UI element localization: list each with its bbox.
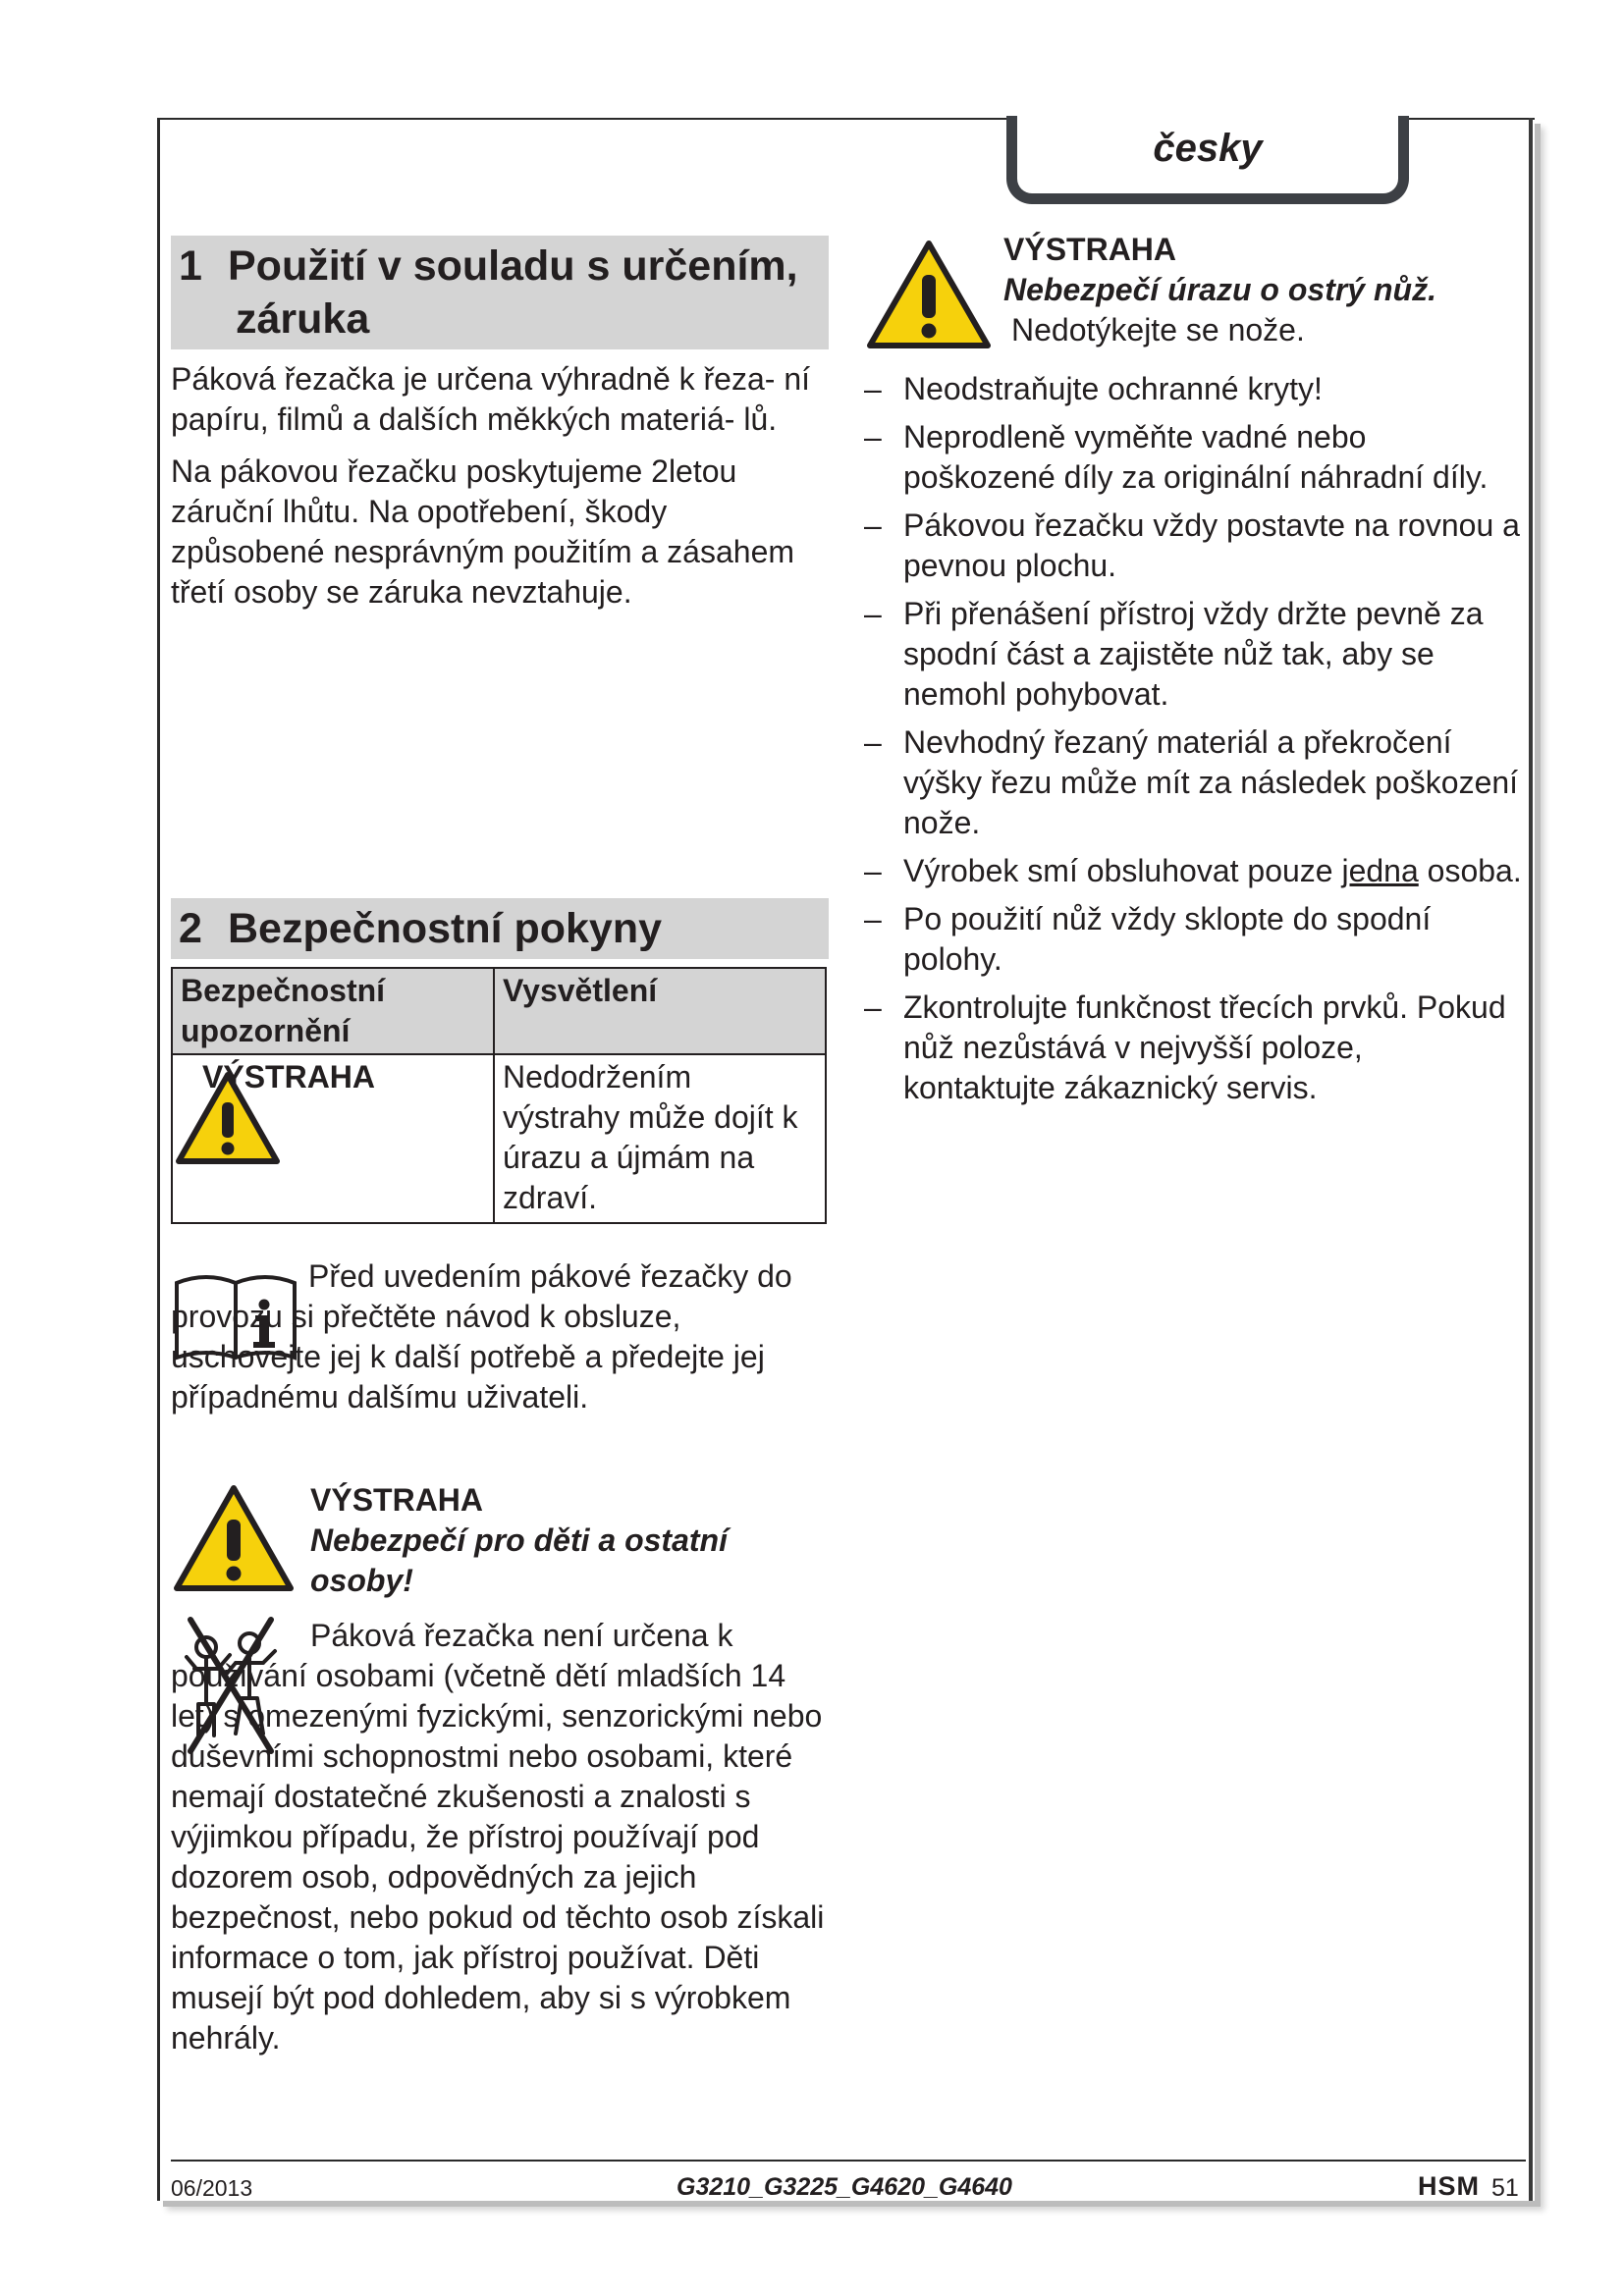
knife-warning-text: Nedotýkejte se nože.	[1011, 312, 1305, 347]
section-2	[171, 898, 829, 959]
section-2-heading	[171, 898, 829, 959]
table-cell-signal	[172, 1054, 494, 1223]
info-read-manual-text: Před uvedením pákové řezačky do provozu si přečtěte návod k obsluze, uschovejte jej k další potřebě a předejte jej případnému dalšímu uživateli.	[171, 1258, 792, 1415]
safety-instruction-list	[864, 369, 1522, 1116]
list-item-text: osoba.	[1418, 853, 1522, 888]
table-row	[172, 1054, 826, 1223]
section-1-paragraph-2: Na pákovou řezačku poskytujeme 2letou záruční lhůtu. Na opotřebení, škody způsobené nesprávným použitím a zásahem třetí osoby se záruka nevztahuje.	[171, 454, 795, 610]
list-item: – Po použití nůž vždy sklopte do spodní polohy.	[864, 899, 1522, 980]
section-1	[171, 236, 829, 613]
warning-triangle-icon	[866, 240, 992, 351]
safety-hint-table	[171, 967, 827, 1224]
list-item-text: Výrobek smí obsluhovat pouze	[903, 853, 1342, 888]
section-1-title-line1: Použití v souladu s určením,	[228, 242, 798, 290]
knife-warning-title: Nebezpečí úrazu o ostrý nůž.	[1003, 272, 1436, 307]
children-warning-heading	[310, 1480, 831, 1601]
page-number: 51	[1491, 2174, 1519, 2202]
language-label: česky	[1153, 127, 1263, 170]
section-2-title: Bezpečnostní pokyny	[228, 905, 663, 952]
list-item	[864, 851, 1522, 891]
children-warning-title: Nebezpečí pro děti a ostatní osoby!	[310, 1522, 728, 1598]
list-item: – Pákovou řezačku vždy postavte na rovnou a pevnou plochu.	[864, 506, 1522, 586]
list-item: – Neprodleně vyměňte vadné nebo poškozené díly za originální náhradní díly.	[864, 417, 1522, 498]
table-header-row	[172, 968, 826, 1054]
table-header-explanation: Vysvětlení	[494, 968, 826, 1054]
table-cell-explanation: Nedodržením výstrahy může dojít k úrazu a újmám na zdraví.	[494, 1054, 826, 1223]
footer-model-numbers: G3210_G3225_G4620_G4640	[677, 2173, 1012, 2201]
section-1-title-line2: záruka	[236, 295, 370, 343]
list-item-underlined-word: jedna	[1341, 853, 1419, 888]
section-1-heading	[171, 236, 829, 349]
footer-date: 06/2013	[171, 2175, 253, 2201]
page-frame-right-edge	[1529, 118, 1533, 2201]
table-header-notice: Bezpečnostní upozornění	[172, 968, 494, 1054]
knife-warning	[1003, 230, 1514, 350]
section-1-number: 1	[179, 242, 202, 290]
warning-triangle-icon	[173, 1484, 295, 1594]
list-item: – Při přenášení přístroj vždy držte pevně za spodní část a zajistěte nůž tak, aby se nemohl pohybovat.	[864, 594, 1522, 715]
section-2-number: 2	[179, 905, 202, 952]
table-signal-word: VÝSTRAHA	[202, 1059, 376, 1095]
knife-warning-signal: VÝSTRAHA	[1003, 232, 1177, 267]
hsm-logo: HSM	[1418, 2171, 1480, 2201]
page-footer	[171, 2160, 1526, 2211]
section-1-paragraph-1: Páková řezačka je určena výhradně k řeza- ní papíru, filmů a dalších měkkých materiá- lů.	[171, 361, 810, 437]
language-tab	[1006, 116, 1409, 204]
list-item: – Neodstraňujte ochranné kryty!	[864, 369, 1522, 409]
children-warning-signal: VÝSTRAHA	[310, 1482, 484, 1518]
list-item: – Zkontrolujte funkčnost třecích prvků. Pokud nůž nezůstává v nejvyšší poloze, kontaktujte zákaznický servis.	[864, 988, 1522, 1108]
list-item: – Nevhodný řezaný materiál a překročení výšky řezu může mít za následek poškození nože.	[864, 722, 1522, 843]
children-warning-text: Páková řezačka není určena k používání osobami (včetně dětí mladších 14 let) s omezenými fyzickými, senzorickými nebo duševními schopnostmi nebo osobami, které nemají dostatečné zkušenosti a znalosti s výjimkou případu, že přístroj používají pod dozorem osob, odpovědných za jejich bezpečnost, nebo pokud od těchto osob získali informace o tom, jak přístroj používat. Děti musejí být pod dohledem, aby si s výrobkem nehrály.	[171, 1618, 825, 2056]
